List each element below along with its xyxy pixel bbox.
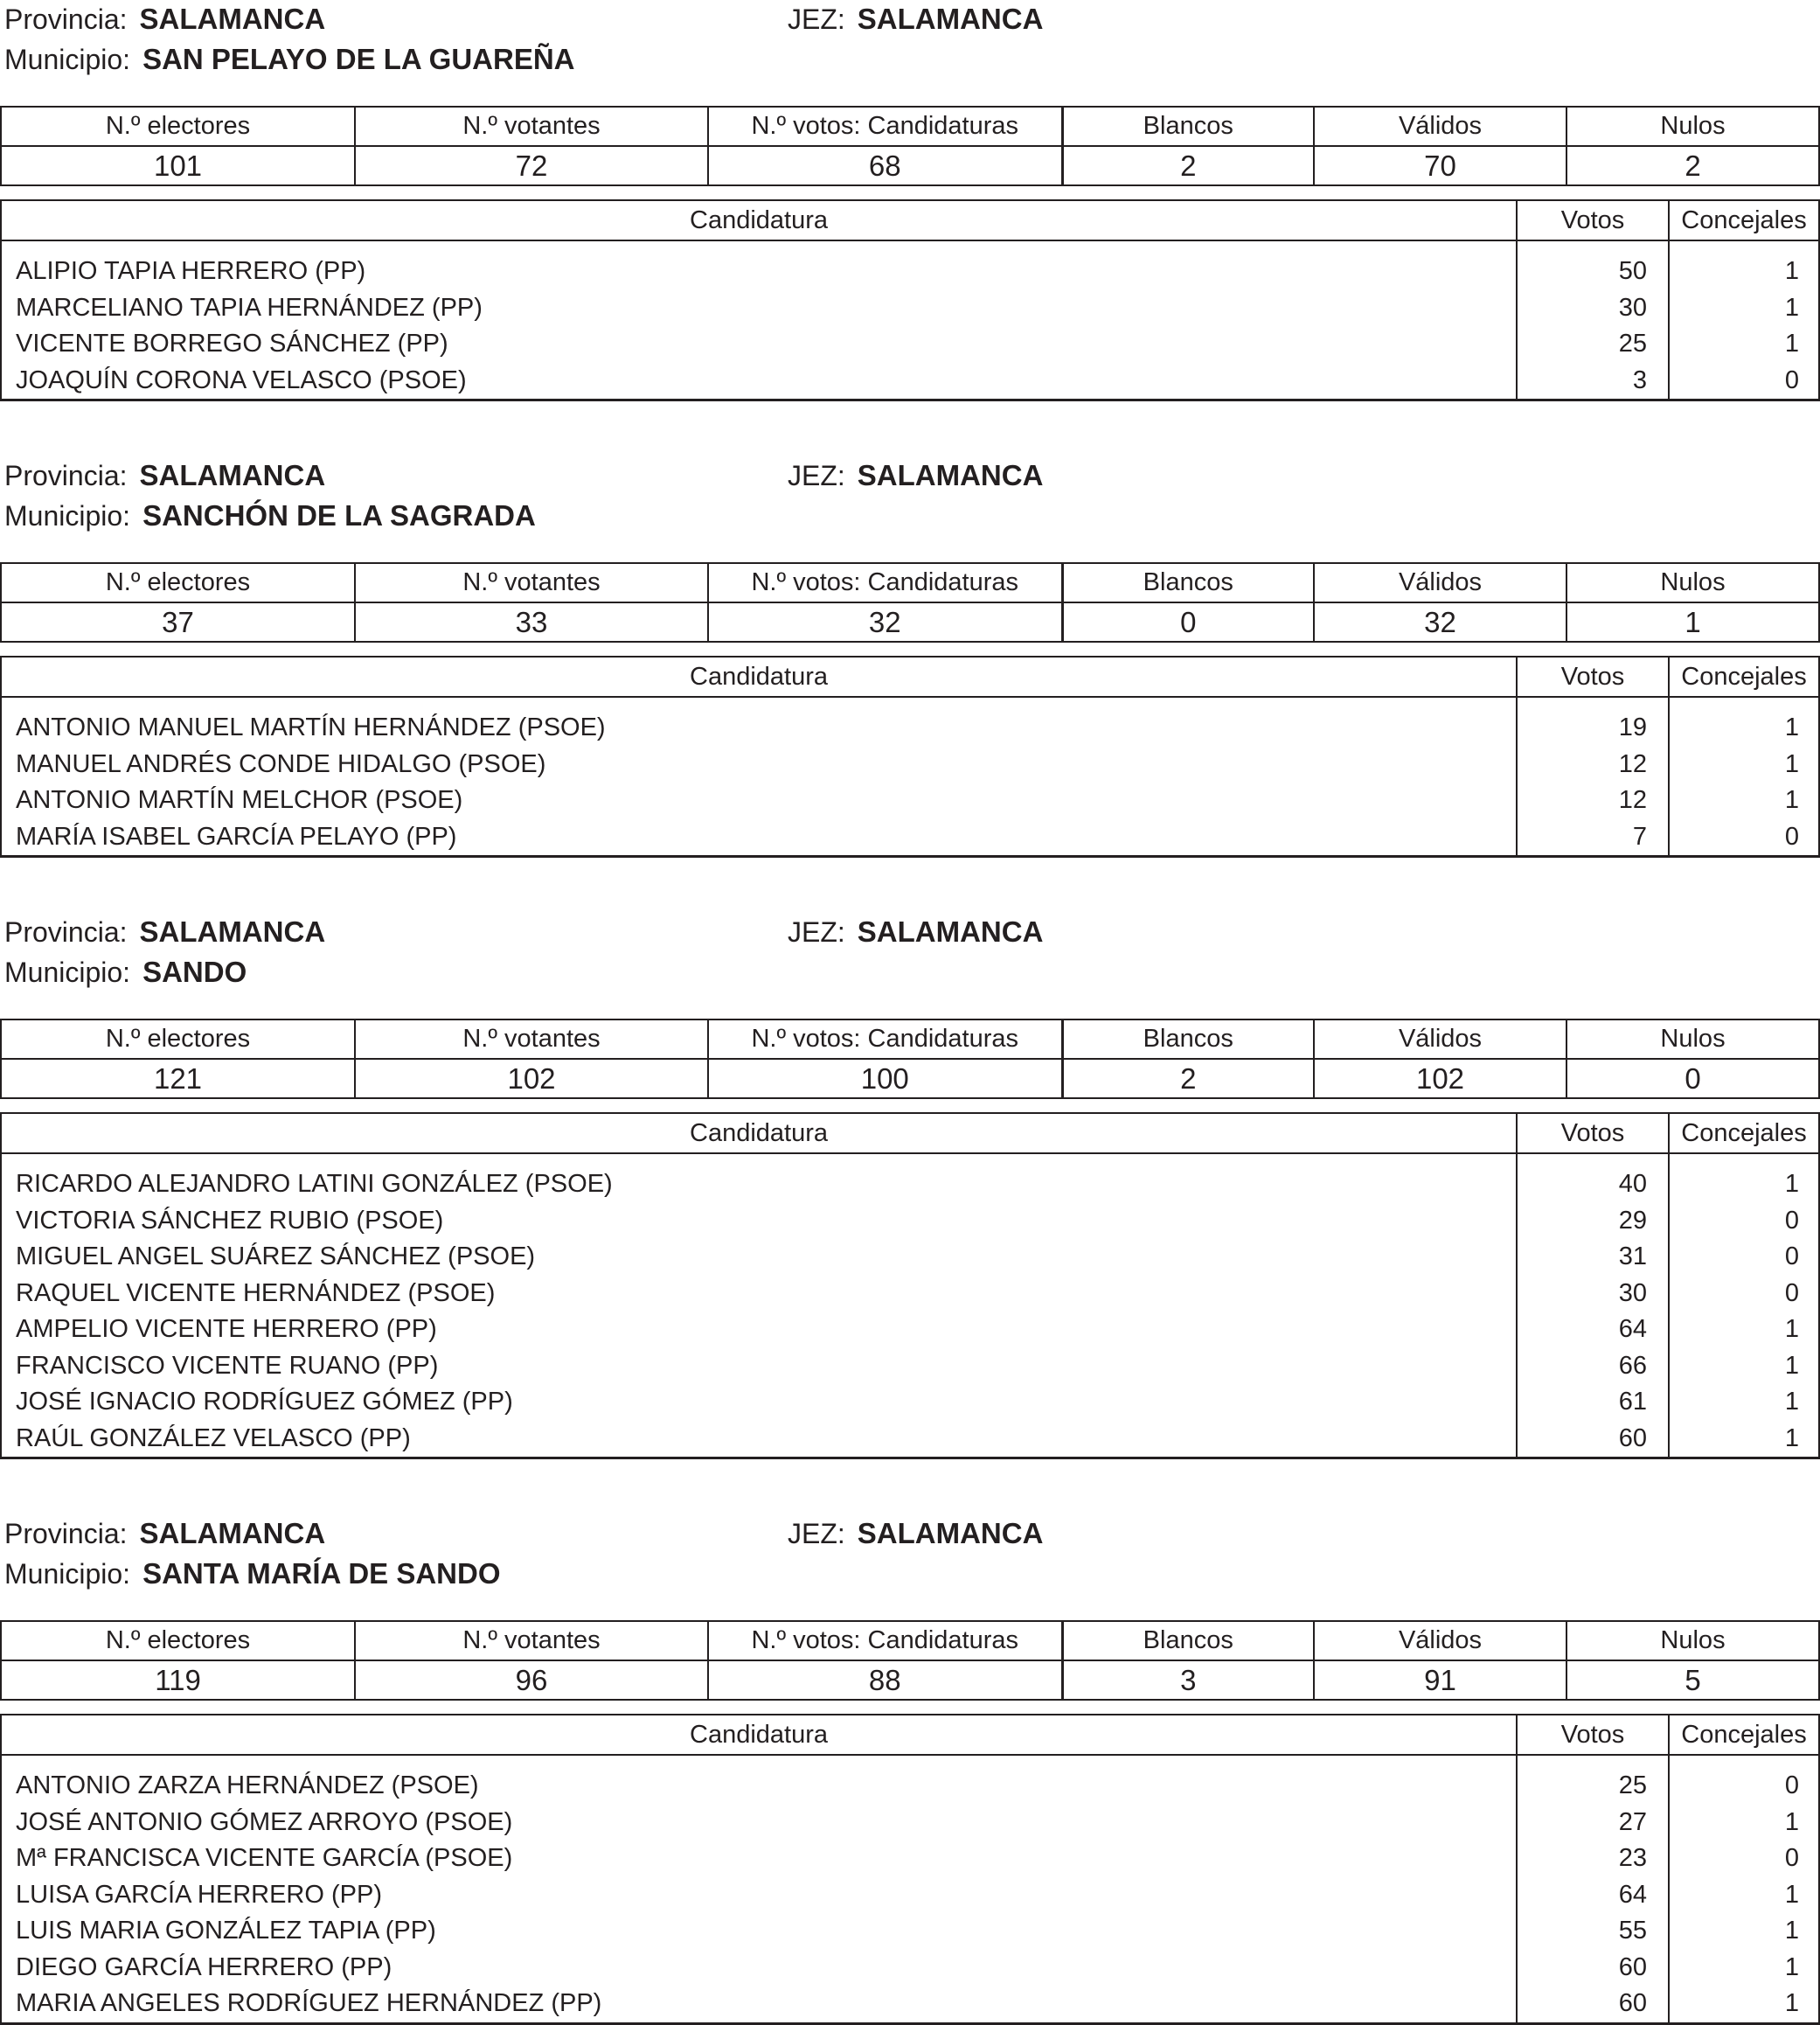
candidate-name: MIGUEL ANGEL SUÁREZ SÁNCHEZ (PSOE): [1, 1239, 1517, 1276]
candidate-row: [1, 1153, 1819, 1203]
candidate-name: VICTORIA SÁNCHEZ RUBIO (PSOE): [1, 1203, 1517, 1240]
municipio-line: [4, 40, 575, 79]
candidate-name: DIEGO GARCÍA HERRERO (PP): [1, 1950, 1517, 1987]
candidatura-header: Candidatura: [1, 1113, 1517, 1153]
candidate-votos: 27: [1517, 1805, 1669, 1841]
provincia-line: [4, 1514, 325, 1553]
candidates-table: [0, 199, 1820, 401]
jez-line: [788, 456, 1043, 495]
concejales-header: Concejales: [1669, 1113, 1819, 1153]
candidate-name: LUIS MARIA GONZÁLEZ TAPIA (PP): [1, 1913, 1517, 1950]
jez-label: JEZ:: [788, 3, 845, 35]
votos-candidaturas-value: 100: [708, 1059, 1062, 1098]
concejales-header: Concejales: [1669, 1715, 1819, 1755]
candidate-name: JOAQUÍN CORONA VELASCO (PSOE): [1, 363, 1517, 400]
candidate-votos: 50: [1517, 240, 1669, 290]
jez-line: [788, 1514, 1043, 1553]
nulos-value: 2: [1566, 146, 1819, 185]
candidatura-header: Candidatura: [1, 1715, 1517, 1755]
candidate-concejales: 1: [1669, 1913, 1819, 1950]
candidate-row: [1, 1348, 1819, 1385]
blancos-value: 2: [1062, 146, 1314, 185]
candidate-row: [1, 1877, 1819, 1914]
municipio-line: [4, 953, 247, 992]
candidates-table: [0, 656, 1820, 858]
nulos-value: 5: [1566, 1660, 1819, 1700]
stats-value-row: [1, 146, 1819, 185]
votos-candidaturas-header: N.º votos: Candidaturas: [708, 1019, 1062, 1059]
votos-candidaturas-value: 88: [708, 1660, 1062, 1700]
provincia-label: Provincia:: [4, 3, 128, 35]
provincia-label: Provincia:: [4, 1518, 128, 1549]
candidate-row: [1, 1913, 1819, 1950]
municipio-label: Municipio:: [4, 957, 131, 988]
municipio-label: Municipio:: [4, 1558, 131, 1590]
electores-value: 37: [1, 602, 355, 642]
candidate-concejales: 1: [1669, 1312, 1819, 1348]
validos-header: Válidos: [1314, 563, 1566, 602]
candidate-concejales: 0: [1669, 1841, 1819, 1877]
candidate-row: [1, 1276, 1819, 1312]
candidate-name: Mª FRANCISCA VICENTE GARCÍA (PSOE): [1, 1841, 1517, 1877]
municipio-line: [4, 1555, 501, 1593]
candidate-row: [1, 1805, 1819, 1841]
candidate-concejales: 1: [1669, 1805, 1819, 1841]
candidate-concejales: 1: [1669, 240, 1819, 290]
jez-line: [788, 0, 1043, 38]
candidate-votos: 19: [1517, 697, 1669, 747]
candidate-concejales: 1: [1669, 1384, 1819, 1421]
provincia-value: SALAMANCA: [139, 1517, 326, 1549]
candidate-name: ALIPIO TAPIA HERRERO (PP): [1, 240, 1517, 290]
candidate-row: [1, 1384, 1819, 1421]
stats-value-row: [1, 1660, 1819, 1700]
municipio-value: SANDO: [142, 956, 247, 988]
stats-header-row: [1, 1621, 1819, 1660]
candidates-table: [0, 1714, 1820, 2025]
municipio-value: SAN PELAYO DE LA GUAREÑA: [142, 43, 575, 75]
candidate-row: [1, 1755, 1819, 1805]
candidates-header-row: [1, 1715, 1819, 1755]
candidate-votos: 60: [1517, 1950, 1669, 1987]
votantes-value: 96: [355, 1660, 708, 1700]
candidate-row: [1, 697, 1819, 747]
nulos-header: Nulos: [1566, 1621, 1819, 1660]
municipio-line: [4, 497, 536, 535]
candidate-row: [1, 290, 1819, 327]
candidate-votos: 23: [1517, 1841, 1669, 1877]
candidate-votos: 12: [1517, 747, 1669, 783]
candidate-votos: 7: [1517, 819, 1669, 857]
candidate-row: [1, 1239, 1819, 1276]
candidate-row: [1, 819, 1819, 857]
concejales-header: Concejales: [1669, 200, 1819, 240]
municipio-value: SANCHÓN DE LA SAGRADA: [142, 499, 536, 532]
candidate-name: ANTONIO MANUEL MARTÍN HERNÁNDEZ (PSOE): [1, 697, 1517, 747]
candidates-table: [0, 1112, 1820, 1459]
provincia-line: [4, 456, 325, 495]
candidate-votos: 3: [1517, 363, 1669, 400]
candidate-votos: 25: [1517, 1755, 1669, 1805]
stats-header-row: [1, 1019, 1819, 1059]
candidate-name: RAÚL GONZÁLEZ VELASCO (PP): [1, 1421, 1517, 1458]
stats-table: [0, 1019, 1820, 1099]
jez-label: JEZ:: [788, 460, 845, 491]
stats-table: [0, 106, 1820, 186]
candidate-concejales: 1: [1669, 1877, 1819, 1914]
votos-header: Votos: [1517, 657, 1669, 697]
candidatura-header: Candidatura: [1, 657, 1517, 697]
municipio-label: Municipio:: [4, 44, 131, 75]
jez-label: JEZ:: [788, 1518, 845, 1549]
municipio-label: Municipio:: [4, 500, 131, 532]
candidate-concejales: 1: [1669, 747, 1819, 783]
validos-header: Válidos: [1314, 1019, 1566, 1059]
candidate-votos: 12: [1517, 783, 1669, 819]
stats-value-row: [1, 1059, 1819, 1098]
nulos-value: 1: [1566, 602, 1819, 642]
candidate-concejales: 1: [1669, 1950, 1819, 1987]
candidate-concejales: 1: [1669, 326, 1819, 363]
candidate-row: [1, 1841, 1819, 1877]
nulos-value: 0: [1566, 1059, 1819, 1098]
blancos-value: 0: [1062, 602, 1314, 642]
validos-value: 70: [1314, 146, 1566, 185]
stats-header-row: [1, 563, 1819, 602]
nulos-header: Nulos: [1566, 563, 1819, 602]
electores-header: N.º electores: [1, 107, 355, 146]
municipio-value: SANTA MARÍA DE SANDO: [142, 1557, 501, 1590]
candidate-name: MARIA ANGELES RODRÍGUEZ HERNÁNDEZ (PP): [1, 1986, 1517, 2023]
validos-header: Válidos: [1314, 1621, 1566, 1660]
votos-candidaturas-header: N.º votos: Candidaturas: [708, 107, 1062, 146]
stats-value-row: [1, 602, 1819, 642]
jez-label: JEZ:: [788, 916, 845, 948]
candidate-concejales: 0: [1669, 1755, 1819, 1805]
candidate-name: AMPELIO VICENTE HERRERO (PP): [1, 1312, 1517, 1348]
candidate-name: MANUEL ANDRÉS CONDE HIDALGO (PSOE): [1, 747, 1517, 783]
candidate-votos: 64: [1517, 1312, 1669, 1348]
candidate-votos: 55: [1517, 1913, 1669, 1950]
nulos-header: Nulos: [1566, 107, 1819, 146]
candidate-votos: 30: [1517, 1276, 1669, 1312]
candidate-row: [1, 1203, 1819, 1240]
provincia-label: Provincia:: [4, 916, 128, 948]
votantes-header: N.º votantes: [355, 563, 708, 602]
blancos-header: Blancos: [1062, 107, 1314, 146]
candidate-concejales: 1: [1669, 783, 1819, 819]
candidate-votos: 40: [1517, 1153, 1669, 1203]
provincia-value: SALAMANCA: [139, 459, 326, 491]
candidate-votos: 29: [1517, 1203, 1669, 1240]
nulos-header: Nulos: [1566, 1019, 1819, 1059]
votos-candidaturas-value: 68: [708, 146, 1062, 185]
candidate-votos: 61: [1517, 1384, 1669, 1421]
candidate-name: MARCELIANO TAPIA HERNÁNDEZ (PP): [1, 290, 1517, 327]
electores-header: N.º electores: [1, 1019, 355, 1059]
votos-header: Votos: [1517, 1113, 1669, 1153]
jez-value: SALAMANCA: [857, 459, 1044, 491]
candidates-header-row: [1, 200, 1819, 240]
jez-value: SALAMANCA: [857, 3, 1044, 35]
votos-header: Votos: [1517, 1715, 1669, 1755]
candidates-header-row: [1, 657, 1819, 697]
stats-table: [0, 562, 1820, 643]
candidate-concejales: 1: [1669, 1986, 1819, 2023]
candidate-votos: 64: [1517, 1877, 1669, 1914]
votantes-header: N.º votantes: [355, 107, 708, 146]
blancos-value: 2: [1062, 1059, 1314, 1098]
votos-candidaturas-header: N.º votos: Candidaturas: [708, 563, 1062, 602]
candidate-votos: 60: [1517, 1986, 1669, 2023]
candidate-name: FRANCISCO VICENTE RUANO (PP): [1, 1348, 1517, 1385]
candidate-row: [1, 783, 1819, 819]
electores-value: 101: [1, 146, 355, 185]
provincia-line: [4, 913, 325, 951]
candidate-name: JOSÉ ANTONIO GÓMEZ ARROYO (PSOE): [1, 1805, 1517, 1841]
candidate-concejales: 1: [1669, 1153, 1819, 1203]
stats-header-row: [1, 107, 1819, 146]
candidate-name: MARÍA ISABEL GARCÍA PELAYO (PP): [1, 819, 1517, 857]
blancos-value: 3: [1062, 1660, 1314, 1700]
candidate-votos: 25: [1517, 326, 1669, 363]
candidate-votos: 31: [1517, 1239, 1669, 1276]
candidate-concejales: 1: [1669, 697, 1819, 747]
candidate-row: [1, 1950, 1819, 1987]
blancos-header: Blancos: [1062, 1621, 1314, 1660]
validos-value: 102: [1314, 1059, 1566, 1098]
candidate-name: RICARDO ALEJANDRO LATINI GONZÁLEZ (PSOE): [1, 1153, 1517, 1203]
candidate-row: [1, 747, 1819, 783]
jez-value: SALAMANCA: [857, 915, 1044, 948]
candidatura-header: Candidatura: [1, 200, 1517, 240]
candidate-name: JOSÉ IGNACIO RODRÍGUEZ GÓMEZ (PP): [1, 1384, 1517, 1421]
candidate-row: [1, 326, 1819, 363]
validos-value: 91: [1314, 1660, 1566, 1700]
electores-header: N.º electores: [1, 563, 355, 602]
candidate-concejales: 0: [1669, 1239, 1819, 1276]
candidate-row: [1, 1312, 1819, 1348]
candidate-row: [1, 240, 1819, 290]
provincia-value: SALAMANCA: [139, 3, 326, 35]
validos-value: 32: [1314, 602, 1566, 642]
candidate-votos: 30: [1517, 290, 1669, 327]
candidate-votos: 60: [1517, 1421, 1669, 1458]
votantes-value: 72: [355, 146, 708, 185]
blancos-header: Blancos: [1062, 1019, 1314, 1059]
votantes-header: N.º votantes: [355, 1621, 708, 1660]
candidate-row: [1, 363, 1819, 400]
candidate-name: RAQUEL VICENTE HERNÁNDEZ (PSOE): [1, 1276, 1517, 1312]
provincia-line: [4, 0, 325, 38]
candidate-name: VICENTE BORREGO SÁNCHEZ (PP): [1, 326, 1517, 363]
jez-value: SALAMANCA: [857, 1517, 1044, 1549]
candidates-header-row: [1, 1113, 1819, 1153]
votos-candidaturas-header: N.º votos: Candidaturas: [708, 1621, 1062, 1660]
blancos-header: Blancos: [1062, 563, 1314, 602]
candidate-concejales: 0: [1669, 363, 1819, 400]
electores-value: 119: [1, 1660, 355, 1700]
candidate-name: ANTONIO MARTÍN MELCHOR (PSOE): [1, 783, 1517, 819]
candidate-row: [1, 1986, 1819, 2023]
candidate-name: ANTONIO ZARZA HERNÁNDEZ (PSOE): [1, 1755, 1517, 1805]
votos-candidaturas-value: 32: [708, 602, 1062, 642]
validos-header: Válidos: [1314, 107, 1566, 146]
candidate-concejales: 0: [1669, 1203, 1819, 1240]
provincia-label: Provincia:: [4, 460, 128, 491]
candidate-concejales: 1: [1669, 1421, 1819, 1458]
candidate-name: LUISA GARCÍA HERRERO (PP): [1, 1877, 1517, 1914]
votantes-header: N.º votantes: [355, 1019, 708, 1059]
candidate-concejales: 1: [1669, 290, 1819, 327]
votos-header: Votos: [1517, 200, 1669, 240]
electores-value: 121: [1, 1059, 355, 1098]
candidate-concejales: 1: [1669, 1348, 1819, 1385]
votantes-value: 102: [355, 1059, 708, 1098]
votantes-value: 33: [355, 602, 708, 642]
candidate-votos: 66: [1517, 1348, 1669, 1385]
candidate-concejales: 0: [1669, 819, 1819, 857]
jez-line: [788, 913, 1043, 951]
candidate-concejales: 0: [1669, 1276, 1819, 1312]
candidate-row: [1, 1421, 1819, 1458]
provincia-value: SALAMANCA: [139, 915, 326, 948]
electores-header: N.º electores: [1, 1621, 355, 1660]
concejales-header: Concejales: [1669, 657, 1819, 697]
stats-table: [0, 1620, 1820, 1701]
